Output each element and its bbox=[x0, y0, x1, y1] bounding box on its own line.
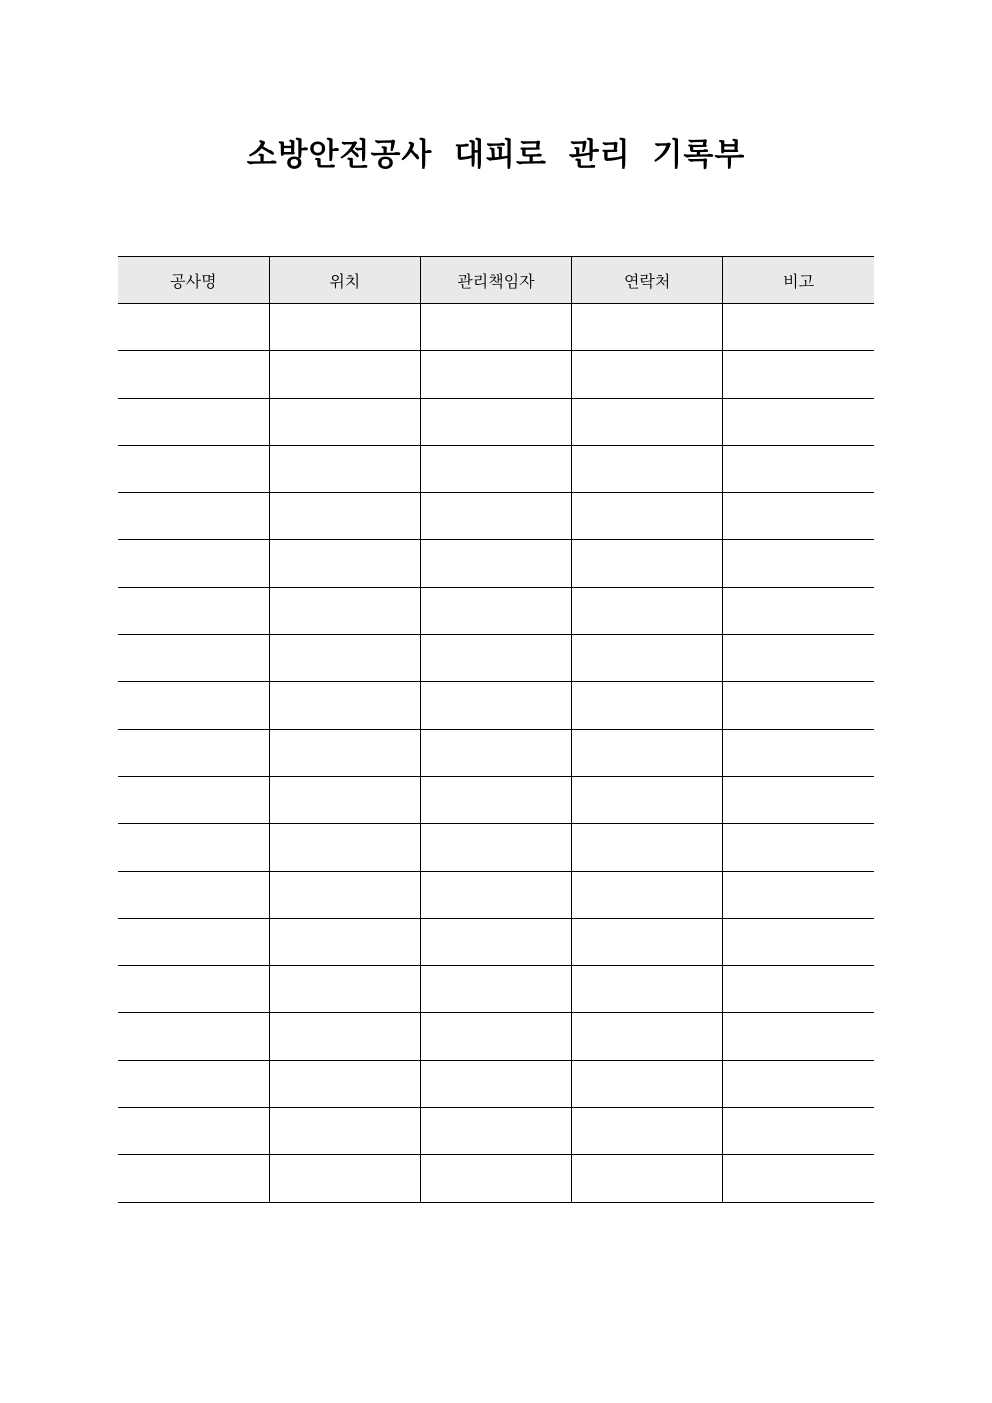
table-cell-project-name[interactable] bbox=[118, 776, 269, 823]
table-row bbox=[118, 966, 874, 1013]
table-cell-location[interactable] bbox=[269, 824, 420, 871]
table-cell-manager[interactable] bbox=[420, 871, 571, 918]
table-cell-contact[interactable] bbox=[572, 682, 723, 729]
table-cell-location[interactable] bbox=[269, 1060, 420, 1107]
table-body bbox=[118, 304, 874, 1203]
table-cell-manager[interactable] bbox=[420, 966, 571, 1013]
table-cell-remarks[interactable] bbox=[723, 729, 874, 776]
table-row bbox=[118, 824, 874, 871]
table-cell-manager[interactable] bbox=[420, 1155, 571, 1202]
table-cell-location[interactable] bbox=[269, 540, 420, 587]
table-cell-location[interactable] bbox=[269, 445, 420, 492]
table-cell-project-name[interactable] bbox=[118, 918, 269, 965]
table-cell-manager[interactable] bbox=[420, 445, 571, 492]
table-cell-location[interactable] bbox=[269, 918, 420, 965]
table-cell-contact[interactable] bbox=[572, 1108, 723, 1155]
table-row bbox=[118, 1108, 874, 1155]
table-cell-location[interactable] bbox=[269, 493, 420, 540]
table-cell-location[interactable] bbox=[269, 1108, 420, 1155]
table-cell-project-name[interactable] bbox=[118, 445, 269, 492]
table-cell-contact[interactable] bbox=[572, 871, 723, 918]
table-cell-project-name[interactable] bbox=[118, 1155, 269, 1202]
table-cell-manager[interactable] bbox=[420, 729, 571, 776]
table-cell-manager[interactable] bbox=[420, 776, 571, 823]
table-cell-remarks[interactable] bbox=[723, 493, 874, 540]
table-cell-project-name[interactable] bbox=[118, 540, 269, 587]
table-cell-project-name[interactable] bbox=[118, 824, 269, 871]
table-row bbox=[118, 304, 874, 351]
table-cell-project-name[interactable] bbox=[118, 635, 269, 682]
table-cell-contact[interactable] bbox=[572, 445, 723, 492]
table-cell-remarks[interactable] bbox=[723, 1060, 874, 1107]
table-cell-manager[interactable] bbox=[420, 1013, 571, 1060]
table-cell-remarks[interactable] bbox=[723, 445, 874, 492]
table-row bbox=[118, 540, 874, 587]
table-row bbox=[118, 776, 874, 823]
table-row bbox=[118, 682, 874, 729]
table-row bbox=[118, 729, 874, 776]
table-row bbox=[118, 1155, 874, 1202]
table-cell-remarks[interactable] bbox=[723, 776, 874, 823]
table-cell-manager[interactable] bbox=[420, 351, 571, 398]
table-cell-contact[interactable] bbox=[572, 966, 723, 1013]
table-cell-contact[interactable] bbox=[572, 587, 723, 634]
table-cell-manager[interactable] bbox=[420, 398, 571, 445]
table-cell-location[interactable] bbox=[269, 398, 420, 445]
table-cell-manager[interactable] bbox=[420, 493, 571, 540]
table-cell-contact[interactable] bbox=[572, 493, 723, 540]
table-row bbox=[118, 1060, 874, 1107]
table-cell-location[interactable] bbox=[269, 587, 420, 634]
table-cell-location[interactable] bbox=[269, 304, 420, 351]
column-header-manager: 관리책임자 bbox=[420, 257, 571, 304]
table-cell-remarks[interactable] bbox=[723, 918, 874, 965]
evacuation-route-log-table bbox=[118, 256, 874, 1203]
table-cell-manager[interactable] bbox=[420, 824, 571, 871]
table-cell-remarks[interactable] bbox=[723, 635, 874, 682]
table-cell-contact[interactable] bbox=[572, 635, 723, 682]
table-cell-remarks[interactable] bbox=[723, 540, 874, 587]
table-cell-project-name[interactable] bbox=[118, 351, 269, 398]
table-row bbox=[118, 871, 874, 918]
table-cell-contact[interactable] bbox=[572, 351, 723, 398]
table-header-row bbox=[118, 257, 874, 304]
column-header-project-name: 공사명 bbox=[118, 257, 269, 304]
table-cell-remarks[interactable] bbox=[723, 587, 874, 634]
table-cell-contact[interactable] bbox=[572, 540, 723, 587]
table-cell-project-name[interactable] bbox=[118, 587, 269, 634]
table-row bbox=[118, 1013, 874, 1060]
document-title: 소방안전공사 대피로 관리 기록부 bbox=[246, 137, 746, 173]
table-cell-location[interactable] bbox=[269, 871, 420, 918]
table-cell-remarks[interactable] bbox=[723, 351, 874, 398]
table-row bbox=[118, 918, 874, 965]
table-cell-contact[interactable] bbox=[572, 1013, 723, 1060]
table-row bbox=[118, 493, 874, 540]
table-cell-project-name[interactable] bbox=[118, 1060, 269, 1107]
table-cell-project-name[interactable] bbox=[118, 398, 269, 445]
table-cell-manager[interactable] bbox=[420, 918, 571, 965]
table-cell-remarks[interactable] bbox=[723, 398, 874, 445]
table-cell-contact[interactable] bbox=[572, 398, 723, 445]
table-cell-project-name[interactable] bbox=[118, 1013, 269, 1060]
table-cell-location[interactable] bbox=[269, 966, 420, 1013]
table-row bbox=[118, 351, 874, 398]
table-cell-location[interactable] bbox=[269, 1013, 420, 1060]
table-cell-contact[interactable] bbox=[572, 1060, 723, 1107]
column-header-contact: 연락처 bbox=[572, 257, 723, 304]
table-cell-manager[interactable] bbox=[420, 635, 571, 682]
table-row bbox=[118, 587, 874, 634]
table-cell-project-name[interactable] bbox=[118, 729, 269, 776]
table-cell-contact[interactable] bbox=[572, 304, 723, 351]
table-cell-location[interactable] bbox=[269, 776, 420, 823]
table-cell-location[interactable] bbox=[269, 1155, 420, 1202]
table-cell-remarks[interactable] bbox=[723, 966, 874, 1013]
table-cell-project-name[interactable] bbox=[118, 682, 269, 729]
table-cell-manager[interactable] bbox=[420, 587, 571, 634]
table-cell-project-name[interactable] bbox=[118, 304, 269, 351]
table-cell-remarks[interactable] bbox=[723, 1013, 874, 1060]
table-cell-contact[interactable] bbox=[572, 1155, 723, 1202]
table-cell-manager[interactable] bbox=[420, 682, 571, 729]
table-cell-location[interactable] bbox=[269, 729, 420, 776]
table-cell-remarks[interactable] bbox=[723, 682, 874, 729]
table-cell-contact[interactable] bbox=[572, 776, 723, 823]
table-cell-contact[interactable] bbox=[572, 918, 723, 965]
table-cell-project-name[interactable] bbox=[118, 966, 269, 1013]
table-cell-remarks[interactable] bbox=[723, 871, 874, 918]
table-cell-manager[interactable] bbox=[420, 1108, 571, 1155]
table-cell-project-name[interactable] bbox=[118, 1108, 269, 1155]
table-cell-location[interactable] bbox=[269, 635, 420, 682]
table-row bbox=[118, 635, 874, 682]
table-cell-project-name[interactable] bbox=[118, 493, 269, 540]
table-cell-manager[interactable] bbox=[420, 304, 571, 351]
table-cell-manager[interactable] bbox=[420, 540, 571, 587]
table-cell-remarks[interactable] bbox=[723, 304, 874, 351]
table-cell-remarks[interactable] bbox=[723, 824, 874, 871]
table-cell-remarks[interactable] bbox=[723, 1108, 874, 1155]
column-header-location: 위치 bbox=[269, 257, 420, 304]
table-cell-location[interactable] bbox=[269, 682, 420, 729]
column-header-remarks: 비고 bbox=[723, 257, 874, 304]
table-cell-contact[interactable] bbox=[572, 729, 723, 776]
table-cell-location[interactable] bbox=[269, 351, 420, 398]
table-row bbox=[118, 445, 874, 492]
table-row bbox=[118, 398, 874, 445]
table-cell-manager[interactable] bbox=[420, 1060, 571, 1107]
table-cell-remarks[interactable] bbox=[723, 1155, 874, 1202]
table-cell-contact[interactable] bbox=[572, 824, 723, 871]
table-cell-project-name[interactable] bbox=[118, 871, 269, 918]
